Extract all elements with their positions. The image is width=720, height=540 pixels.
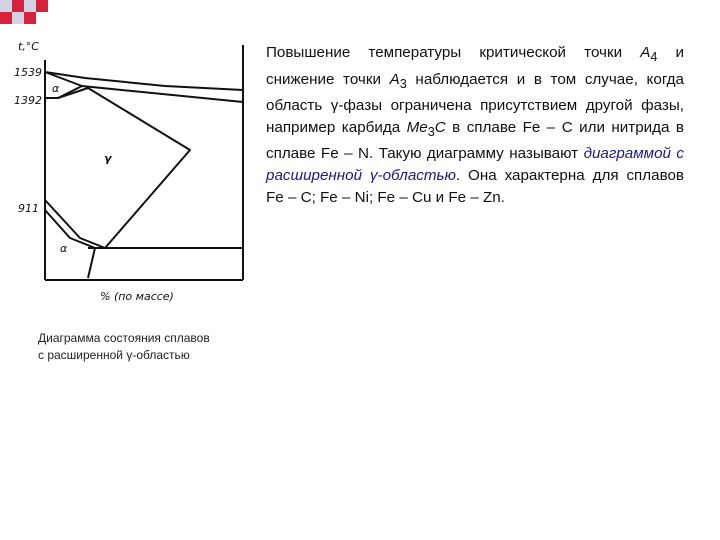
phase-alpha-bottom: α xyxy=(60,242,68,255)
diagram-caption xyxy=(38,330,268,364)
phase-diagram xyxy=(0,0,260,310)
text-part-4: в сплаве Fe – C или нитрида в сплаве Fe – N. Такую диаграмму называют xyxy=(266,118,684,163)
phase-alpha-top: α xyxy=(52,82,60,95)
axis-label-x: % (по массе) xyxy=(100,290,174,303)
a4-subscript: 4 xyxy=(650,50,658,65)
temp-1539: 1539 xyxy=(14,66,42,79)
phase-boundary xyxy=(88,248,95,278)
temp-1392: 1392 xyxy=(14,94,42,107)
text-part-1: Повышение температуры критической точки xyxy=(266,44,641,61)
text-part-3: наблюдается и в том случае, когда область γ-фазы ограничена присутствием другой фазы, например карбида xyxy=(266,70,684,136)
a3-subscript: 3 xyxy=(399,76,407,91)
me-subscript: 3 xyxy=(427,124,435,139)
emphasis-term: диаграммой с расширенной γ-областью xyxy=(266,145,685,185)
liquidus-line xyxy=(45,72,243,90)
body-paragraph xyxy=(266,42,684,208)
me-symbol: Me xyxy=(406,118,428,136)
axis-label-y: t,°C xyxy=(18,40,39,53)
alpha-gamma-boundary-lower xyxy=(45,210,95,248)
caption-line-2: с расширенной γ-областью xyxy=(38,348,190,362)
gamma-boundary-upper xyxy=(58,88,190,248)
a4-symbol: A xyxy=(640,44,651,61)
phase-gamma: γ xyxy=(104,152,112,165)
temp-911: 911 xyxy=(18,202,39,215)
text-part-2: и снижение точки xyxy=(266,44,684,88)
me-c-symbol: C xyxy=(434,118,446,136)
caption-line-1: Диаграмма состояния сплавов xyxy=(38,331,210,345)
a3-symbol: A xyxy=(389,70,400,88)
text-part-5: . Она характерна для сплавов Fe – C; Fe – Ni; Fe – Cu и Fe – Zn. xyxy=(266,167,684,206)
